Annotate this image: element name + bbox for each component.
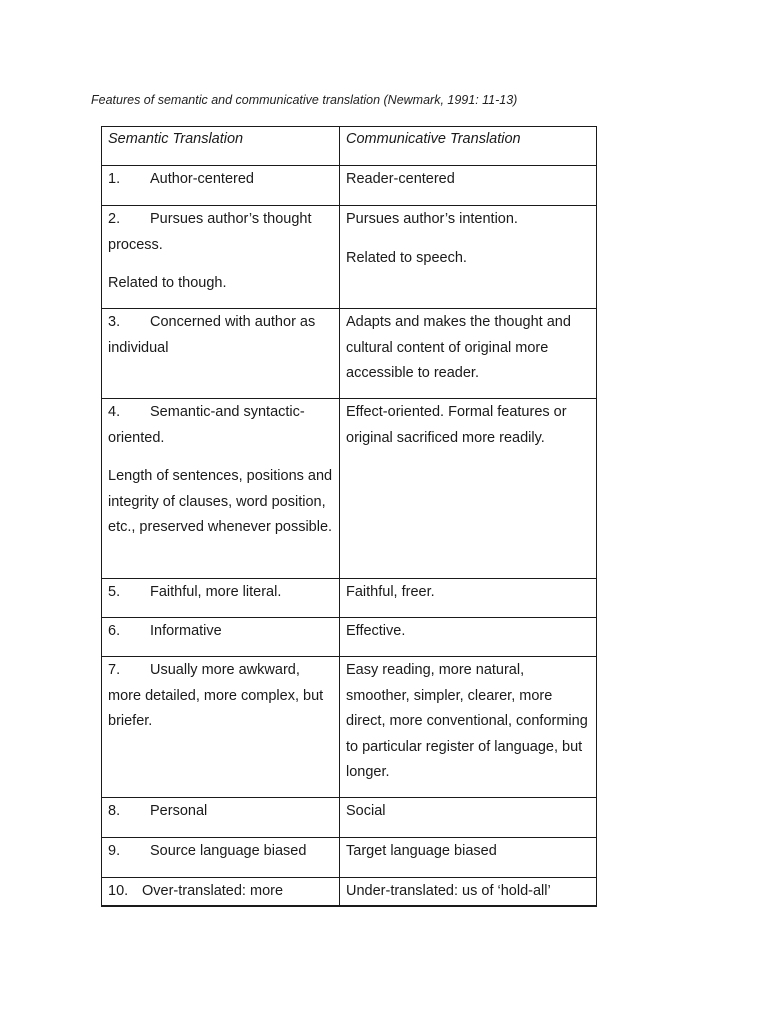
row-number: 9. xyxy=(108,843,121,859)
cell-text: Related to though. xyxy=(108,275,227,291)
cell-text: Length of sentences, positions and integrity of clauses, word position, etc., preserved whenever possible. xyxy=(108,468,333,535)
row-number: 8. xyxy=(108,803,121,819)
cell-text: Effect-oriented. Formal features or original sacrificed more readily. xyxy=(346,404,567,446)
table-row xyxy=(102,798,597,838)
cell-text: Faithful, more literal. xyxy=(150,584,282,600)
cell-text: Over-translated: more xyxy=(142,883,284,899)
semantic-cell xyxy=(102,798,340,838)
table-caption: Features of semantic and communicative translation (Newmark, 1991: 11-13) xyxy=(91,93,518,107)
row-number: 3. xyxy=(108,314,121,330)
communicative-cell xyxy=(340,838,597,878)
cell-text: Concerned with author as individual xyxy=(108,314,316,356)
communicative-cell xyxy=(340,399,597,579)
semantic-cell xyxy=(102,878,340,906)
table-row xyxy=(102,166,597,206)
row-number: 10. xyxy=(108,883,129,899)
cell-text: Author-centered xyxy=(150,171,254,187)
cell-text: Effective. xyxy=(346,623,406,639)
cell-text: Reader-centered xyxy=(346,171,455,187)
cell-text: Social xyxy=(346,803,386,819)
communicative-cell xyxy=(340,878,597,906)
communicative-cell xyxy=(340,166,597,206)
header-semantic: Semantic Translation xyxy=(102,127,340,166)
table-row xyxy=(102,579,597,618)
row-number: 4. xyxy=(108,404,121,420)
row-number: 2. xyxy=(108,211,121,227)
cell-text: Personal xyxy=(150,803,208,819)
communicative-cell xyxy=(340,206,597,309)
cell-text: Easy reading, more natural, smoother, simpler, clearer, more direct, more conventional, conforming to particular register of language, but longer. xyxy=(346,662,588,780)
semantic-cell xyxy=(102,309,340,399)
communicative-cell xyxy=(340,657,597,798)
communicative-cell xyxy=(340,309,597,399)
cell-text: Informative xyxy=(150,623,222,639)
table-row xyxy=(102,399,597,579)
table-row xyxy=(102,206,597,309)
cell-text: Related to speech. xyxy=(346,249,467,266)
cell-text: Faithful, freer. xyxy=(346,584,435,600)
table-row xyxy=(102,657,597,798)
communicative-cell xyxy=(340,798,597,838)
cell-text: Usually more awkward, more detailed, more complex, but briefer. xyxy=(108,662,324,729)
cell-text: Pursues author’s intention. xyxy=(346,211,518,227)
communicative-cell xyxy=(340,579,597,618)
semantic-cell xyxy=(102,657,340,798)
communicative-cell xyxy=(340,618,597,657)
semantic-cell xyxy=(102,206,340,309)
row-number: 1. xyxy=(108,171,121,187)
semantic-cell xyxy=(102,618,340,657)
cell-text: Source language biased xyxy=(150,843,307,859)
semantic-cell xyxy=(102,166,340,206)
comparison-table xyxy=(101,126,597,907)
semantic-cell xyxy=(102,579,340,618)
table-header-row xyxy=(102,127,597,166)
cell-text: Target language biased xyxy=(346,843,497,859)
table-row xyxy=(102,309,597,399)
cell-text: Adapts and makes the thought and cultural content of original more accessible to reader. xyxy=(346,314,571,381)
table-row xyxy=(102,878,597,906)
row-number: 7. xyxy=(108,662,121,678)
semantic-cell xyxy=(102,399,340,579)
table-row xyxy=(102,838,597,878)
table-row xyxy=(102,618,597,657)
row-number: 6. xyxy=(108,623,121,639)
cell-text: Pursues author’s thought process. xyxy=(108,211,312,253)
semantic-cell xyxy=(102,838,340,878)
row-number: 5. xyxy=(108,584,121,600)
cell-text: Under-translated: us of ‘hold-all’ xyxy=(346,883,551,899)
header-communicative: Communicative Translation xyxy=(340,127,597,166)
cell-text: Semantic-and syntactic-oriented. xyxy=(108,404,305,446)
